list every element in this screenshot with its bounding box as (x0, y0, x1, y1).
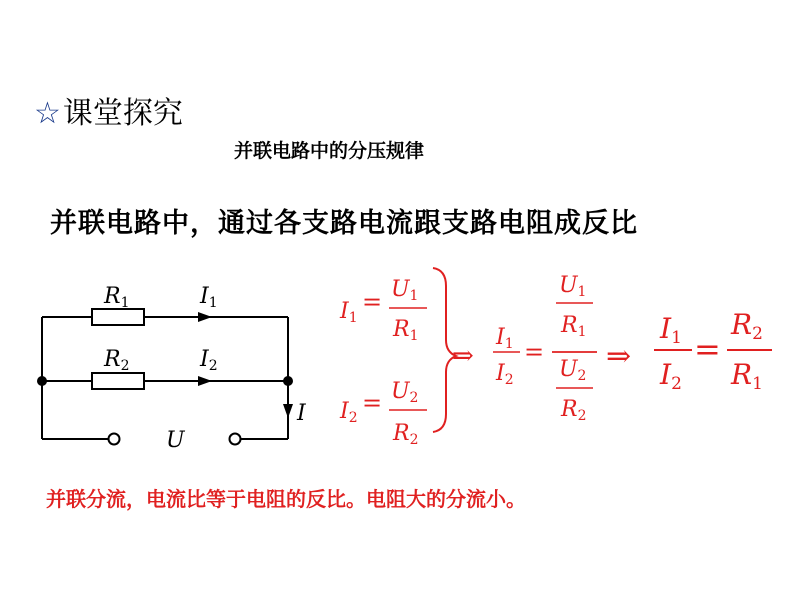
formula-i2-lhs: I2 (340, 399, 358, 426)
label-i2: I2 (200, 347, 218, 374)
formula-i2-num: U2 (391, 379, 419, 406)
label-i-total: I (297, 401, 306, 426)
conclusion-text: 并联分流，电流比等于电阻的反比。电阻大的分流小。 (46, 487, 526, 511)
formula-i1-lhs: I1 (340, 299, 358, 326)
cf-top-num: U1 (559, 273, 587, 300)
final-right-num: R2 (731, 308, 763, 344)
label-r2: R2 (104, 347, 130, 374)
label-i1: I1 (200, 284, 218, 311)
final-eq: = (694, 330, 721, 368)
rule-statement: 并联电路中，通过各支路电流跟支路电阻成反比 (50, 208, 638, 239)
ratio-eq: = (524, 338, 545, 366)
final-left-den: I2 (660, 358, 682, 394)
page-subtitle: 并联电路中的分压规律 (234, 140, 425, 162)
formula-i1-den: R1 (393, 317, 419, 344)
star-icon: ☆ (34, 96, 61, 131)
final-right-den: R1 (731, 358, 763, 394)
ratio-i-den: I2 (496, 361, 514, 388)
formula-i2-eq: = (362, 389, 383, 417)
formula-i1-eq: = (362, 288, 383, 316)
formula-i2-den: R2 (393, 421, 419, 448)
label-r1: R1 (104, 284, 130, 311)
implies-arrow-1: ⇒ (452, 341, 474, 371)
ratio-i-num: I1 (496, 325, 514, 352)
formula-i1-num: U1 (391, 277, 419, 304)
cf-bot-den: R2 (561, 397, 587, 424)
section-heading-text: 课堂探究 (62, 96, 183, 131)
label-voltage: U (166, 428, 185, 453)
cf-top-den: R1 (561, 313, 587, 340)
cf-bot-num: U2 (559, 357, 587, 384)
implies-arrow-2: ⇒ (606, 339, 632, 374)
final-left-num: I1 (660, 312, 682, 348)
